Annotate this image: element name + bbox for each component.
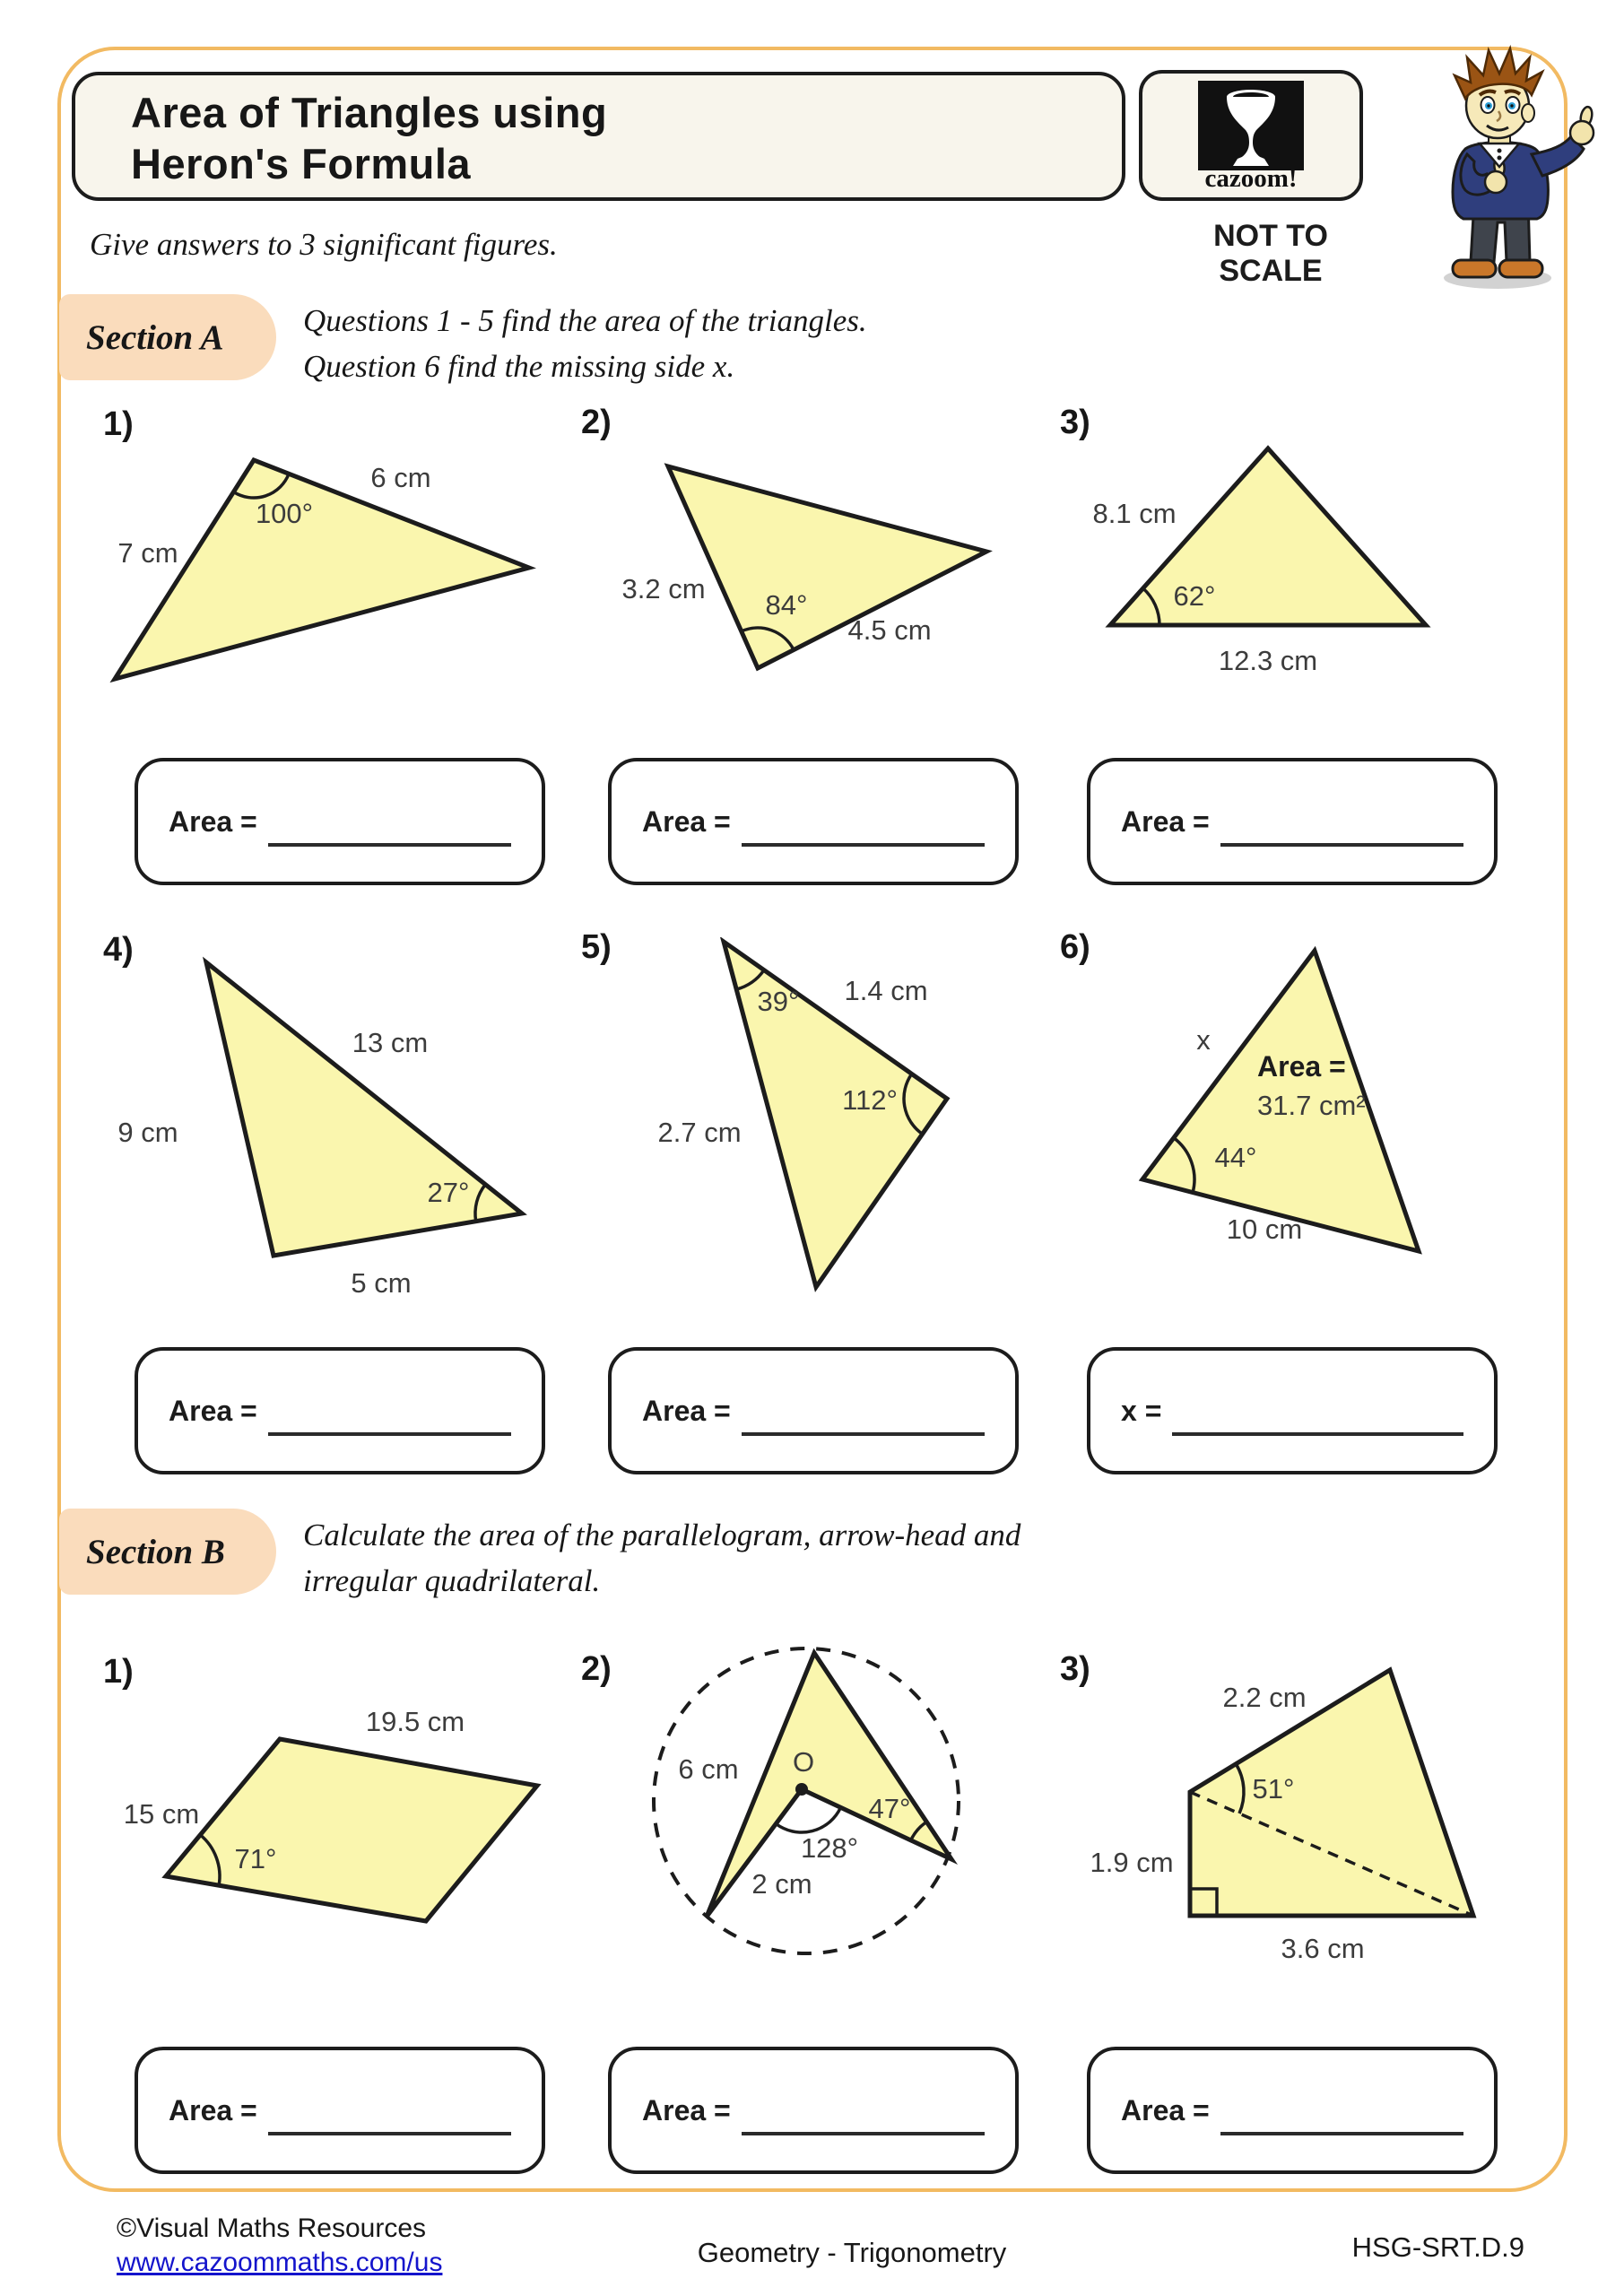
b2-angle-center-label: 128° <box>800 1832 859 1864</box>
question-a1-number: 1) <box>103 405 134 443</box>
b2-center-label: O <box>792 1746 815 1778</box>
b3-side-left-label: 1.9 cm <box>1090 1847 1174 1878</box>
cazoom-logo <box>1139 70 1363 201</box>
a4-side-top-label: 13 cm <box>352 1027 429 1058</box>
a6-area-value: 31.7 cm² <box>1257 1090 1366 1121</box>
answer-box-b3[interactable] <box>1087 2047 1498 2174</box>
answer-box-b1[interactable] <box>135 2047 545 2174</box>
a1-side-left-label: 7 cm <box>117 537 178 569</box>
section-a-label: Section A <box>59 294 276 380</box>
main-instruction: Give answers to 3 significant figures. <box>90 227 558 262</box>
a3-base-label: 12.3 cm <box>1218 645 1318 676</box>
question-a5-number: 5) <box>581 928 612 966</box>
b3-angle-label: 51° <box>1252 1773 1295 1805</box>
worksheet-title-box <box>72 72 1125 201</box>
answer-box-b2[interactable] <box>608 2047 1019 2174</box>
cazoom-logo-text: cazoom! <box>1204 164 1298 193</box>
center-point-dot <box>795 1783 808 1796</box>
a4-side-left-label: 9 cm <box>117 1117 178 1148</box>
answer-label: Area = <box>642 804 731 838</box>
worksheet-title-line1: Area of Triangles using <box>131 89 608 136</box>
answer-blank[interactable] <box>742 1432 985 1436</box>
question-a4-number: 4) <box>103 931 134 969</box>
a5-side-left-label: 2.7 cm <box>657 1117 742 1148</box>
answer-label: Area = <box>1121 804 1210 838</box>
b3-side-top-label: 2.2 cm <box>1222 1682 1307 1713</box>
answer-label: Area = <box>642 2093 731 2126</box>
b1-side-left-label: 15 cm <box>123 1798 200 1830</box>
a6-x-label: x <box>1196 1024 1211 1056</box>
figure-a4-triangle <box>85 940 551 1303</box>
answer-box-a2[interactable] <box>608 758 1019 885</box>
a6-base-label: 10 cm <box>1226 1213 1303 1245</box>
question-b1-number: 1) <box>103 1653 134 1691</box>
answer-label: Area = <box>1121 2093 1210 2126</box>
a2-side-left-label: 3.2 cm <box>621 573 706 604</box>
figure-b1-parallelogram <box>85 1664 551 2054</box>
answer-blank[interactable] <box>1220 2132 1463 2135</box>
figure-b3-quadrilateral <box>1049 1646 1560 2054</box>
answer-label: Area = <box>169 2093 257 2126</box>
question-b3-number: 3) <box>1060 1650 1090 1688</box>
question-a3-number: 3) <box>1060 404 1090 441</box>
question-a2-number: 2) <box>581 404 612 441</box>
a6-angle-label: 44° <box>1214 1142 1257 1173</box>
answer-label: x = <box>1121 1394 1162 1427</box>
answer-blank[interactable] <box>1172 1432 1463 1436</box>
worksheet-title-line2: Heron's Formula <box>131 140 472 187</box>
answer-blank[interactable] <box>742 2132 985 2135</box>
answer-label: Area = <box>169 1394 257 1427</box>
answer-box-a1[interactable] <box>135 758 545 885</box>
figure-a1-triangle <box>85 426 551 718</box>
a2-angle-label: 84° <box>765 589 808 621</box>
a4-base-label: 5 cm <box>351 1267 412 1299</box>
a4-angle-label: 27° <box>427 1177 470 1208</box>
question-a6-number: 6) <box>1060 928 1090 966</box>
figure-a2-triangle <box>574 426 1040 718</box>
b2-angle-right-label: 47° <box>868 1793 911 1824</box>
footer-website-link[interactable]: www.cazoommaths.com/us <box>117 2248 443 2277</box>
b2-side-bottom-label: 2 cm <box>751 1868 812 1900</box>
goblet-icon <box>1142 74 1359 174</box>
a1-side-top-label: 6 cm <box>370 462 431 493</box>
section-b-label: Section B <box>59 1509 276 1595</box>
a6-area-label: Area = <box>1257 1050 1346 1083</box>
footer-copyright: ©Visual Maths Resources <box>117 2213 427 2243</box>
a1-angle-label: 100° <box>255 498 314 529</box>
answer-box-a5[interactable] <box>608 1347 1019 1474</box>
a5-angle-top-label: 39° <box>757 986 800 1017</box>
footer-topic: Geometry - Trigonometry <box>697 2237 1007 2268</box>
figure-a5-triangle <box>574 937 1040 1327</box>
figure-a6-triangle <box>1049 937 1560 1327</box>
b1-angle-label: 71° <box>234 1843 277 1874</box>
a3-angle-label: 62° <box>1173 580 1216 612</box>
b2-side-left-label: 6 cm <box>678 1753 739 1785</box>
footer-standard-code: HSG-SRT.D.9 <box>1351 2231 1524 2263</box>
not-to-scale-label: NOT TO SCALE <box>1213 219 1328 288</box>
section-b-instructions: Calculate the area of the parallelogram, arrow-head and irregular quadrilateral. <box>303 1518 1021 1598</box>
answer-blank[interactable] <box>268 843 511 847</box>
question-b2-number: 2) <box>581 1650 612 1688</box>
answer-box-a6[interactable] <box>1087 1347 1498 1474</box>
a5-angle-right-label: 112° <box>842 1084 898 1116</box>
a3-side-left-label: 8.1 cm <box>1092 498 1177 529</box>
section-a-instructions: Questions 1 - 5 find the area of the triangles. Question 6 find the missing side x. <box>303 303 867 384</box>
answer-box-a4[interactable] <box>135 1347 545 1474</box>
a2-side-right-label: 4.5 cm <box>847 614 932 646</box>
a5-side-top-label: 1.4 cm <box>844 975 928 1006</box>
b1-side-top-label: 19.5 cm <box>365 1706 465 1737</box>
answer-blank[interactable] <box>268 1432 511 1436</box>
answer-blank[interactable] <box>268 2132 511 2135</box>
figure-b2-arrowhead <box>574 1646 1040 2054</box>
answer-blank[interactable] <box>742 843 985 847</box>
boy-mascot-illustration <box>1388 41 1612 301</box>
answer-blank[interactable] <box>1220 843 1463 847</box>
figure-a3-triangle <box>1049 426 1560 718</box>
answer-label: Area = <box>642 1394 731 1427</box>
answer-label: Area = <box>169 804 257 838</box>
answer-box-a3[interactable] <box>1087 758 1498 885</box>
b3-base-label: 3.6 cm <box>1281 1933 1365 1964</box>
